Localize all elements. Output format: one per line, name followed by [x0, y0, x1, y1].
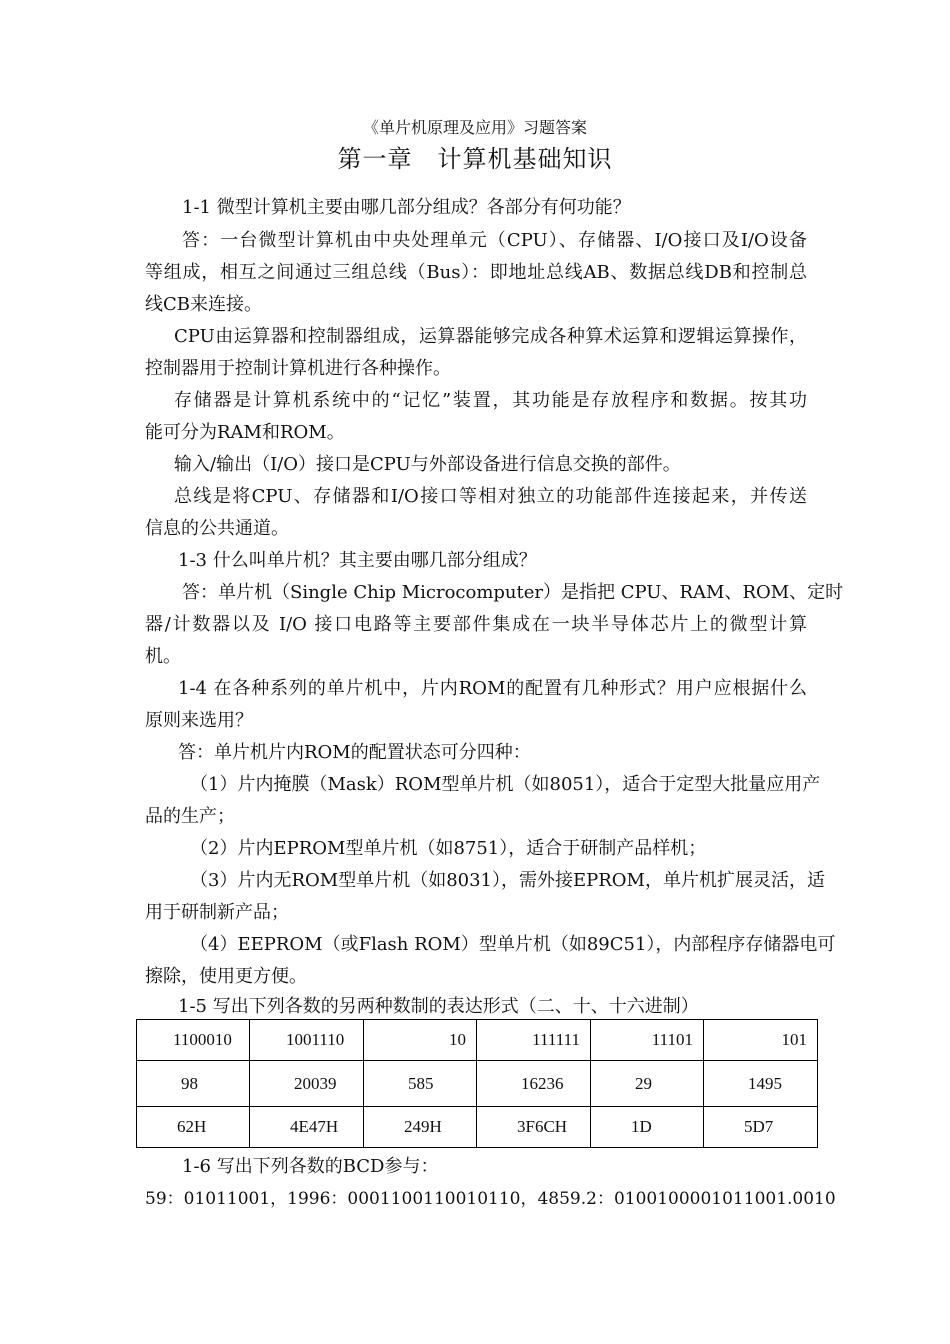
bus-paragraph-line-2: 信息的公共通道。: [145, 518, 289, 539]
answer-1-3-line-1: 答：单片机（Single Chip Microcomputer）是指把 CPU、RAM、ROM、定时: [182, 582, 844, 603]
answer-1-3-line-2: 器/计数器以及 I/O 接口电路等主要部件集成在一块半导体芯片上的微型计算: [145, 614, 807, 635]
memory-paragraph-line-2: 能可分为RAM和ROM。: [145, 422, 345, 443]
answer-1-4-item-2: （2）片内EPROM型单片机（如8751），适合于研制产品样机；: [190, 838, 707, 859]
cpu-paragraph-line-1: CPU由运算器和控制器组成，运算器能够完成各种算术运算和逻辑运算操作，: [174, 326, 807, 347]
table-cell: 20039: [250, 1061, 364, 1107]
answer-1-6: 59：01011001，1996：0001100110010110，4859.2：0100100001011001.0010: [145, 1189, 836, 1209]
table-cell: 3F6CH: [477, 1107, 591, 1148]
table-cell: 1100010: [137, 1020, 250, 1061]
answer-1-4-item-3-line-1: （3）片内无ROM型单片机（如8031），需外接EPROM，单片机扩展灵活，适: [190, 870, 825, 891]
answer-1-1-line-1: 答：一台微型计算机由中央处理单元（CPU）、存储器、I/O接口及I/O设备: [182, 230, 807, 251]
table-cell: 11101: [591, 1020, 704, 1061]
answer-1-4-item-4-line-2: 擦除，使用更方便。: [145, 966, 307, 987]
question-1-6: 1-6 写出下列各数的BCD参与：: [182, 1156, 439, 1177]
table-cell: 1D: [591, 1107, 704, 1148]
table-cell: 62H: [137, 1107, 250, 1148]
io-paragraph: 输入/输出（I/O）接口是CPU与外部设备进行信息交换的部件。: [174, 454, 681, 475]
table-cell: 101: [704, 1020, 818, 1061]
table-row-binary: [137, 1020, 818, 1061]
question-1-5: 1-5 写出下列各数的另两种数制的表达形式（二、十、十六进制）: [178, 996, 699, 1017]
chapter-title: 第一章 计算机基础知识: [337, 145, 613, 173]
question-1-4-line-2: 原则来选用？: [145, 710, 253, 731]
table-cell: 111111: [477, 1020, 591, 1061]
table-cell: 5D7: [704, 1107, 818, 1148]
answer-1-4-item-3-line-2: 用于研制新产品；: [145, 902, 289, 923]
table-row-hex: [137, 1107, 818, 1148]
answer-1-1-line-2: 等组成，相互之间通过三组总线（Bus）：即地址总线AB、数据总线DB和控制总: [145, 262, 807, 283]
answer-1-4-item-1-line-1: （1）片内掩膜（Mask）ROM型单片机（如8051），适合于定型大批量应用产: [190, 774, 821, 795]
memory-paragraph-line-1: 存储器是计算机系统中的“记忆”装置，其功能是存放程序和数据。按其功: [174, 390, 807, 411]
table-cell: 1495: [704, 1061, 818, 1107]
answer-1-4-item-4-line-1: （4）EEPROM（或Flash ROM）型单片机（如89C51），内部程序存储器电可: [190, 934, 836, 955]
table-cell: 98: [137, 1061, 250, 1107]
document-subtitle: 《单片机原理及应用》习题答案: [362, 118, 587, 137]
bus-paragraph-line-1: 总线是将CPU、存储器和I/O接口等相对独立的功能部件连接起来，并传送: [174, 486, 807, 507]
table-cell: 16236: [477, 1061, 591, 1107]
answer-1-4-item-1-line-2: 品的生产；: [145, 806, 235, 827]
question-1-4-line-1: 1-4 在各种系列的单片机中，片内ROM的配置有几种形式？用户应根据什么: [178, 678, 807, 699]
answer-1-3-line-3: 机。: [145, 646, 181, 667]
table-cell: 10: [364, 1020, 477, 1061]
answer-1-1-line-3: 线CB来连接。: [145, 294, 262, 315]
cpu-paragraph-line-2: 控制器用于控制计算机进行各种操作。: [145, 358, 451, 379]
question-1-1: 1-1 微型计算机主要由哪几部分组成？各部分有何功能？: [182, 197, 631, 218]
question-1-3: 1-3 什么叫单片机？其主要由哪几部分组成？: [178, 550, 537, 571]
table-cell: 29: [591, 1061, 704, 1107]
table-cell: 4E47H: [250, 1107, 364, 1148]
table-cell: 249H: [364, 1107, 477, 1148]
answer-1-4-intro: 答：单片机片内ROM的配置状态可分四种：: [178, 742, 531, 763]
table-cell: 585: [364, 1061, 477, 1107]
number-conversion-table: [136, 1019, 818, 1148]
table-row-decimal: [137, 1061, 818, 1107]
table-cell: 1001110: [250, 1020, 364, 1061]
